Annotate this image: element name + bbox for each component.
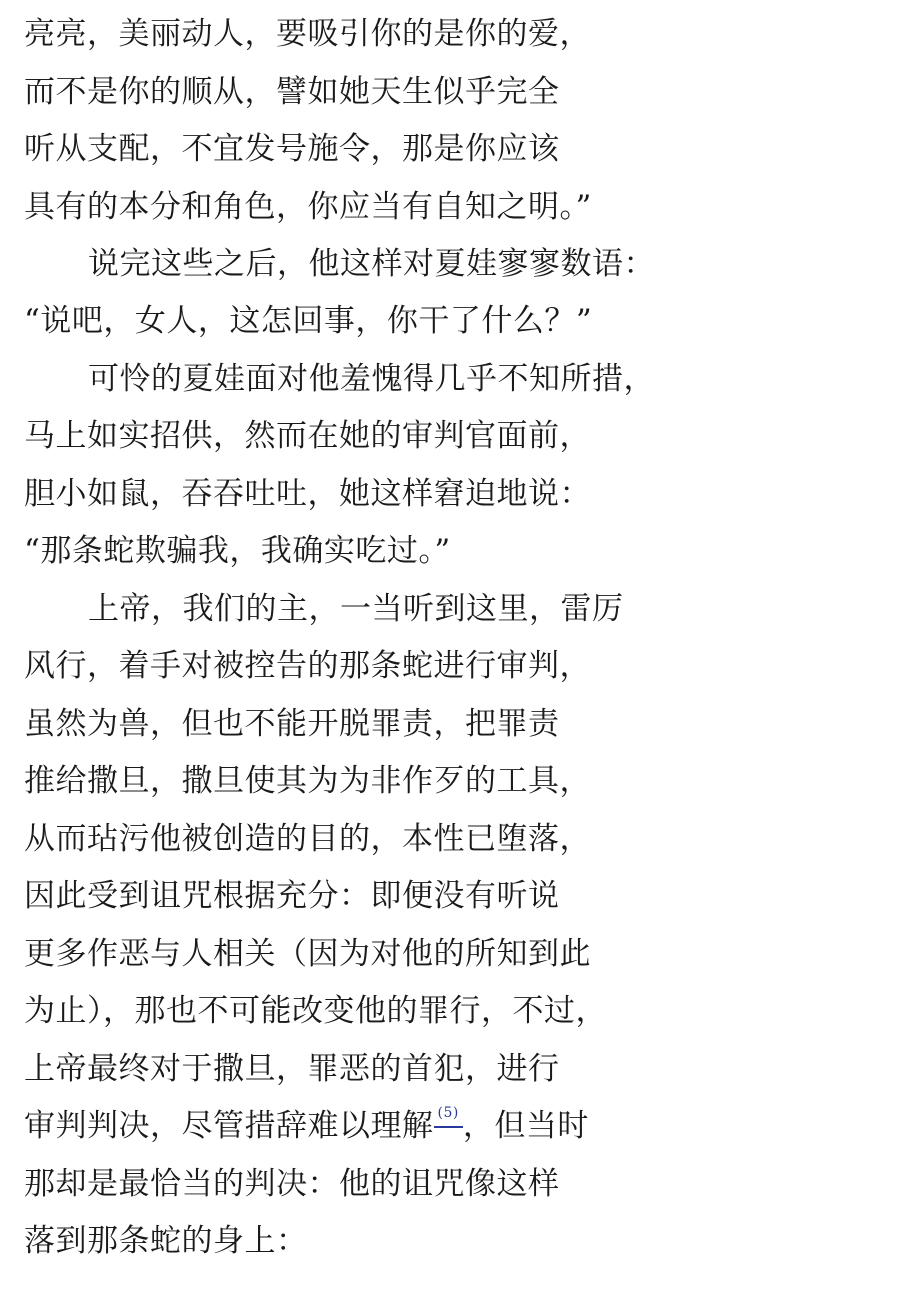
text-line: 亮亮，美丽动人，要吸引你的是你的爱， (24, 16, 591, 52)
text-line: “说吧，女人，这怎回事，你干了什么？” (24, 303, 593, 339)
text-line: 马上如实招供，然而在她的审判官面前， (24, 418, 591, 454)
text-line: 从而玷污他被创造的目的，本性已堕落， (24, 821, 591, 857)
text-line: 上帝最终对于撒旦，罪恶的首犯，进行 (24, 1051, 560, 1087)
text-line: 胆小如鼠，吞吞吐吐，她这样窘迫地说： (24, 476, 591, 512)
text-line-with-footnote (24, 1104, 589, 1148)
text-line: 可怜的夏娃面对他羞愧得几乎不知所措， (88, 361, 655, 397)
text-segment: 审判判决，尽管措辞难以理解 (24, 1108, 434, 1144)
text-line: 说完这些之后，他这样对夏娃寥寥数语： (88, 246, 655, 282)
text-line: 而不是你的顺从，譬如她天生似乎完全 (24, 74, 560, 110)
text-line: 虽然为兽，但也不能开脱罪责，把罪责 (24, 706, 560, 742)
text-line: 为止），那也不可能改变他的罪行，不过， (24, 993, 607, 1029)
text-line: 因此受到诅咒根据充分：即便没有听说 (24, 878, 560, 914)
text-line: 上帝，我们的主，一当听到这里，雷厉 (88, 591, 624, 627)
text-line: 推给撒旦，撒旦使其为为非作歹的工具， (24, 763, 591, 799)
text-line: “那条蛇欺骗我，我确实吃过。” (24, 533, 451, 569)
text-line: 风行，着手对被控告的那条蛇进行审判， (24, 648, 591, 684)
text-line: 具有的本分和角色，你应当有自知之明。” (24, 189, 592, 225)
text-line: 更多作恶与人相关（因为对他的所知到此 (24, 936, 591, 972)
text-line: 落到那条蛇的身上： (24, 1223, 308, 1259)
text-line: 那却是最恰当的判决：他的诅咒像这样 (24, 1166, 560, 1202)
footnote-link[interactable]: (5) (434, 1106, 463, 1128)
text-segment: ，但当时 (462, 1108, 589, 1144)
text-line: 听从支配，不宜发号施令，那是你应该 (24, 131, 560, 167)
